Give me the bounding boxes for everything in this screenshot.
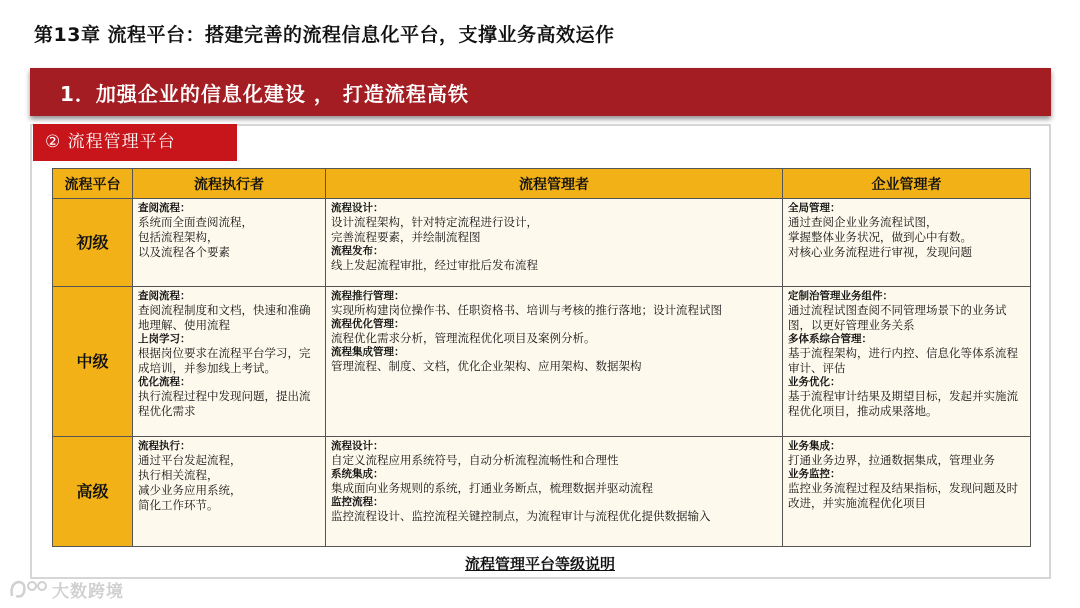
- enterprise-cell: [783, 199, 1031, 287]
- section-banner: [30, 68, 1051, 116]
- level-cell: 高级: [53, 437, 133, 547]
- item-text: 减少业务应用系统，: [138, 483, 242, 497]
- item-heading: 全局管理：: [788, 202, 841, 214]
- item-text: 实现所构建岗位操作书、任职资格书、培训与考核的推行落地；设计流程试图: [331, 303, 722, 317]
- item-heading: 监控流程：: [331, 496, 384, 508]
- executor-cell: [133, 287, 326, 437]
- item-text: 通过流程试图查阅不同管理场景下的业务试图，以更好管理业务关系: [788, 303, 1007, 332]
- item-text: 简化工作环节。: [138, 498, 219, 512]
- enterprise-cell: [783, 437, 1031, 547]
- item-text: 系统而全面查阅流程，: [138, 215, 253, 229]
- item-heading: 优化流程：: [138, 376, 191, 388]
- platform-level-table: [52, 168, 1031, 547]
- table-caption: 流程管理平台等级说明: [464, 555, 615, 573]
- item-text: 线上发起流程审批，经过审批后发布流程: [331, 258, 538, 272]
- item-text: 查阅流程制度和文档，快速和准确地理解、使用流程: [138, 303, 311, 332]
- item-text: 基于流程审计结果及期望目标，发起并实施流程优化项目，推动成果落地。: [788, 389, 1018, 418]
- item-heading: 流程集成管理：: [331, 346, 405, 358]
- item-heading: 上岗学习：: [138, 333, 191, 345]
- header-enterprise: 企业管理者: [783, 169, 1031, 199]
- page-title: 第13章 流程平台：搭建完善的流程信息化平台，支撑业务高效运作: [34, 24, 615, 46]
- table-row: [53, 437, 1031, 547]
- item-heading: 业务集成：: [788, 440, 841, 452]
- header-executor: 流程执行者: [133, 169, 326, 199]
- item-text: 自定义流程应用系统符号，自动分析流程流畅性和合理性: [331, 453, 619, 467]
- enterprise-cell: [783, 287, 1031, 437]
- item-heading: 流程优化管理：: [331, 318, 405, 330]
- watermark: [6, 574, 156, 604]
- item-heading: 流程发布：: [331, 245, 384, 257]
- item-text: 管理流程、制度、文档，优化企业架构、应用架构、数据架构: [331, 359, 642, 373]
- table-row: [53, 287, 1031, 437]
- item-text: 基于流程架构，进行内控、信息化等体系流程审计、评估: [788, 346, 1018, 375]
- item-text: 掌握整体业务状况，做到心中有数。: [788, 230, 972, 244]
- item-text: 监控业务流程过程及结果指标，发现问题及时改进，并实施流程优化项目: [788, 481, 1018, 510]
- header-manager: 流程管理者: [326, 169, 783, 199]
- item-text: 执行相关流程，: [138, 468, 219, 482]
- table-row: [53, 199, 1031, 287]
- item-text: 通过平台发起流程，: [138, 453, 242, 467]
- item-text: 通过查阅企业业务流程试图，: [788, 215, 938, 229]
- item-heading: 业务监控：: [788, 468, 841, 480]
- item-text: 流程优化需求分析，管理流程优化项目及案例分析。: [331, 331, 596, 345]
- item-heading: 查阅流程：: [138, 290, 191, 302]
- item-text: 监控流程设计、监控流程关键控制点，为流程审计与流程优化提供数据输入: [331, 509, 711, 523]
- item-heading: 流程推行管理：: [331, 290, 405, 302]
- item-heading: 查阅流程：: [138, 202, 191, 214]
- item-heading: 流程设计：: [331, 202, 384, 214]
- executor-cell: [133, 199, 326, 287]
- executor-cell: [133, 437, 326, 547]
- item-text: 包括流程架构，: [138, 230, 219, 244]
- table-header-row: [53, 169, 1031, 199]
- item-heading: 流程设计：: [331, 440, 384, 452]
- manager-cell: [326, 437, 783, 547]
- item-text: 打通业务边界，拉通数据集成，管理业务: [788, 453, 995, 467]
- item-text: 对核心业务流程进行审视，发现问题: [788, 245, 972, 259]
- level-cell: 中级: [53, 287, 133, 437]
- item-text: 根据岗位要求在流程平台学习，完成培训，并参加线上考试。: [138, 346, 311, 375]
- item-heading: 流程执行：: [138, 440, 191, 452]
- item-text: 集成面向业务规则的系统，打通业务断点，梳理数据并驱动流程: [331, 481, 653, 495]
- item-text: 以及流程各个要素: [138, 245, 230, 259]
- manager-cell: [326, 287, 783, 437]
- item-text: 设计流程架构，针对特定流程进行设计，: [331, 215, 538, 229]
- item-heading: 业务优化：: [788, 376, 841, 388]
- item-text: 完善流程要素，并绘制流程图: [331, 230, 481, 244]
- item-heading: 系统集成：: [331, 468, 384, 480]
- watermark-logo-icon: [6, 574, 50, 604]
- manager-cell: [326, 199, 783, 287]
- watermark-text: 大数跨境: [52, 582, 124, 602]
- section-tag: ② 流程管理平台: [33, 124, 237, 161]
- item-text: 执行流程过程中发现问题，提出流程优化需求: [138, 389, 311, 418]
- banner-title: 1．加强企业的信息化建设 ， 打造流程高铁: [60, 82, 469, 106]
- level-cell: 初级: [53, 199, 133, 287]
- header-platform: 流程平台: [53, 169, 133, 199]
- item-heading: 定制治管理业务组件：: [788, 290, 893, 302]
- item-heading: 多体系综合管理：: [788, 333, 872, 345]
